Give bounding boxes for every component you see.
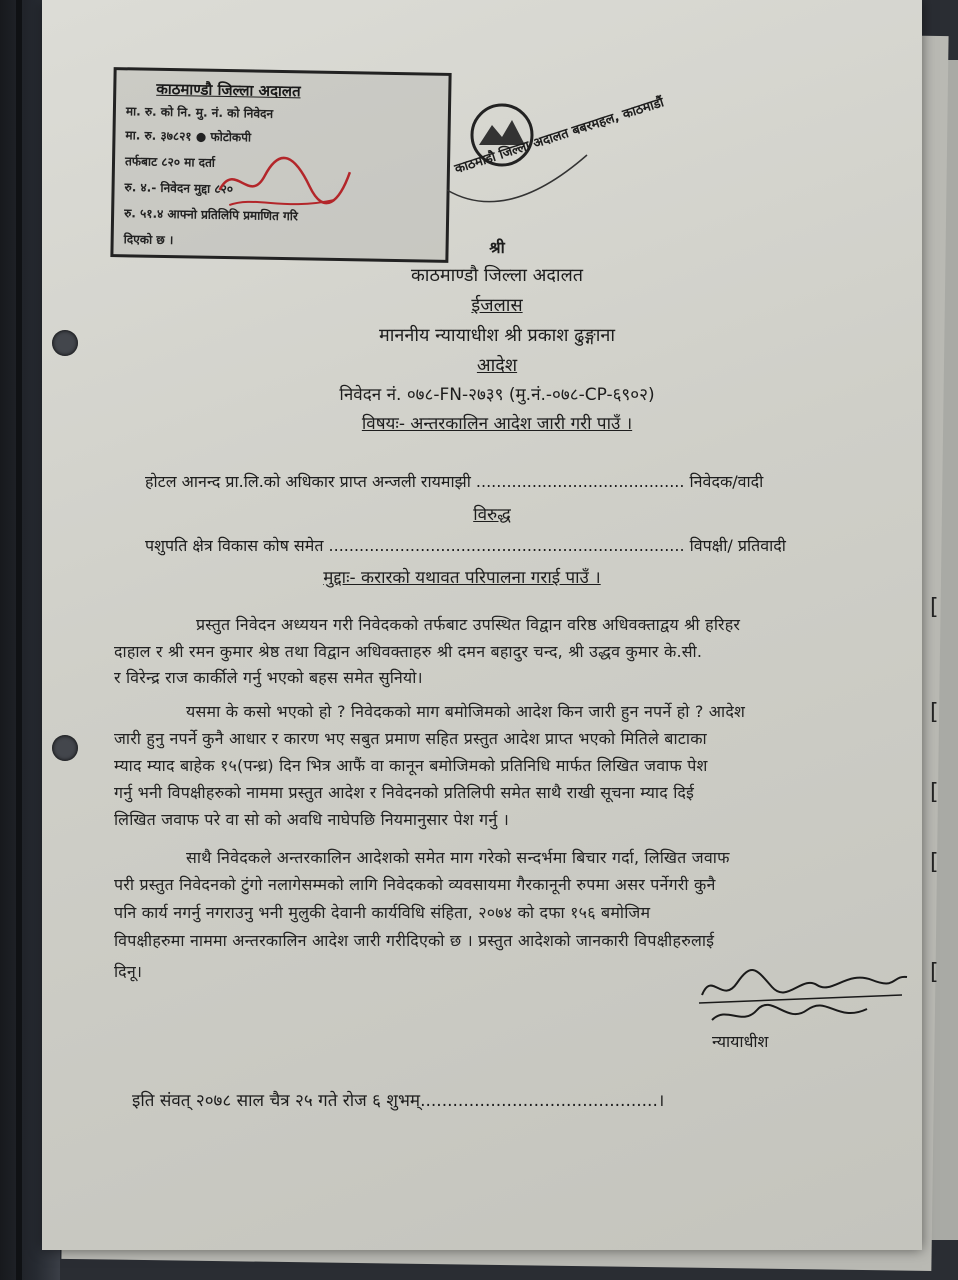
punch-hole xyxy=(52,330,78,356)
body-line: र विरेन्द्र राज कार्कीले गर्नु भएको बहस समेत सुनियो। xyxy=(114,668,423,687)
body-line: दिनू। xyxy=(114,962,143,981)
body-line: दाहाल र श्री रमन कुमार श्रेष्ठ तथा विद्वान अधिवक्ताहरु श्री दमन बहादुर चन्द, श्री उद्धव कुमार के.सी. xyxy=(114,642,703,661)
stamp-line: तर्फबाट ८२० मा दर्ता xyxy=(124,154,216,170)
versus-heading: विरुद्ध xyxy=(473,505,511,525)
date-line: इति संवत् २०७८ साल चैत्र २५ गते रोज ६ शुभम्............................................। xyxy=(132,1091,665,1111)
body-line: जारी हुनु नपर्ने कुनै आधार र कारण भए सबुत प्रमाण सहित प्रस्तुत आदेश प्राप्त भएको मितिले बाटाका xyxy=(114,729,707,748)
court-name: काठमाण्डौ जिल्ला अदालत xyxy=(410,265,584,286)
court-order-page xyxy=(42,0,922,1250)
stamp-line: मा. रु. को नि. मु. नं. को निवेदन xyxy=(125,104,274,121)
bench-heading: ईजलास xyxy=(471,295,523,316)
body-line: विपक्षीहरुमा नाममा अन्तरकालिन आदेश जारी गरीदिएको छ । प्रस्तुत आदेशको जानकारी विपक्षीहरुलाई xyxy=(114,931,715,950)
edge-mark: [ xyxy=(930,700,939,725)
signature-title: न्यायाधीश xyxy=(712,1032,769,1051)
body-line: म्याद म्याद बाहेक १५(पन्ध्र) दिन भित्र आफैं वा कानून बमोजिमको प्रतिनिधि मार्फत लिखित जवाफ पेश xyxy=(114,756,708,775)
edge-mark: [ xyxy=(930,780,939,805)
body-line: यसमा के कसो भएको हो ? निवेदकको माग बमोजिमको आदेश किन जारी हुन नपर्ने हो ? आदेश xyxy=(186,702,746,721)
stamp-line: दिएको छ । xyxy=(123,232,174,248)
stamp-line: मा. रु. ३७८२१ ● फोटोकपी xyxy=(125,128,252,145)
respondent-line: पशुपति क्षेत्र विकास कोष समेत ...................................................................... विपक्षी/ प्रतिवादी xyxy=(145,536,786,555)
red-handwriting-mark xyxy=(214,150,355,212)
stamp-title: काठमाण्डौ जिल्ला अदालत xyxy=(156,79,301,101)
honorific: श्री xyxy=(489,238,505,257)
case-number: निवेदन नं. ०७८-FN-२७३९ (मु.नं.-०७८-CP-६९०२) xyxy=(339,385,655,405)
registration-stamp xyxy=(110,67,451,263)
subject-line: विषयः- अन्तरकालिन आदेश जारी गरी पाउँ । xyxy=(361,414,633,434)
stamp-line: रु. ५१.४ आफ्नो प्रतिलिपि प्रमाणित गरि xyxy=(124,206,298,224)
stamp-line: रु. ४.- निवेदन मुद्दा ८२० xyxy=(124,180,234,197)
body-line: प्रस्तुत निवेदन अध्ययन गरी निवेदकको तर्फबाट उपस्थित विद्वान वरिष्ठ अधिवक्ताद्वय श्री हरिहर xyxy=(196,615,741,634)
body-line: साथै निवेदकले अन्तरकालिन आदेशको समेत माग गरेको सन्दर्भमा बिचार गर्दा, लिखित जवाफ xyxy=(186,848,730,867)
body-line: लिखित जवाफ परे वा सो को अवधि नाघेपछि नियमानुसार पेश गर्नु । xyxy=(114,810,509,829)
punch-hole xyxy=(52,735,78,761)
judge-signature-icon xyxy=(697,965,912,1035)
body-line: परी प्रस्तुत निवेदनको टुंगो नलागेसम्मको लागि निवेदकको व्यवसायमा गैरकानूनी रुपमा असर पर्नेगरी कुनै xyxy=(114,875,716,894)
seal-text: काठमाडौ जिल्ला अदालत बबरमहल, काठमाडौं xyxy=(452,95,666,178)
petitioner-line: होटल आनन्द प्रा.लि.को अधिकार प्राप्त अन्जली रायमाझी ......................................... निवेदक/वादी xyxy=(145,472,764,491)
edge-mark: [ xyxy=(930,850,939,875)
body-line: पनि कार्य नगर्नु नगराउनु भनी मुलुकी देवानी कार्यविधि संहिता, २०७४ को दफा १५६ बमोजिम xyxy=(114,903,651,922)
body-line: गर्नु भनी विपक्षीहरुको नाममा प्रस्तुत आदेश र निवेदनको प्रतिलिपी समेत साथै राखी सूचना म्याद दिई xyxy=(114,783,695,802)
matter-line: मुद्दाः- करारको यथावत परिपालना गराई पाउँ । xyxy=(323,568,601,588)
judge-name: माननीय न्यायाधीश श्री प्रकाश ढुङ्गाना xyxy=(378,325,616,346)
binder-strip xyxy=(16,0,22,1280)
edge-mark: [ xyxy=(930,960,939,985)
edge-mark: [ xyxy=(930,595,939,620)
order-heading: आदेश xyxy=(476,355,518,376)
